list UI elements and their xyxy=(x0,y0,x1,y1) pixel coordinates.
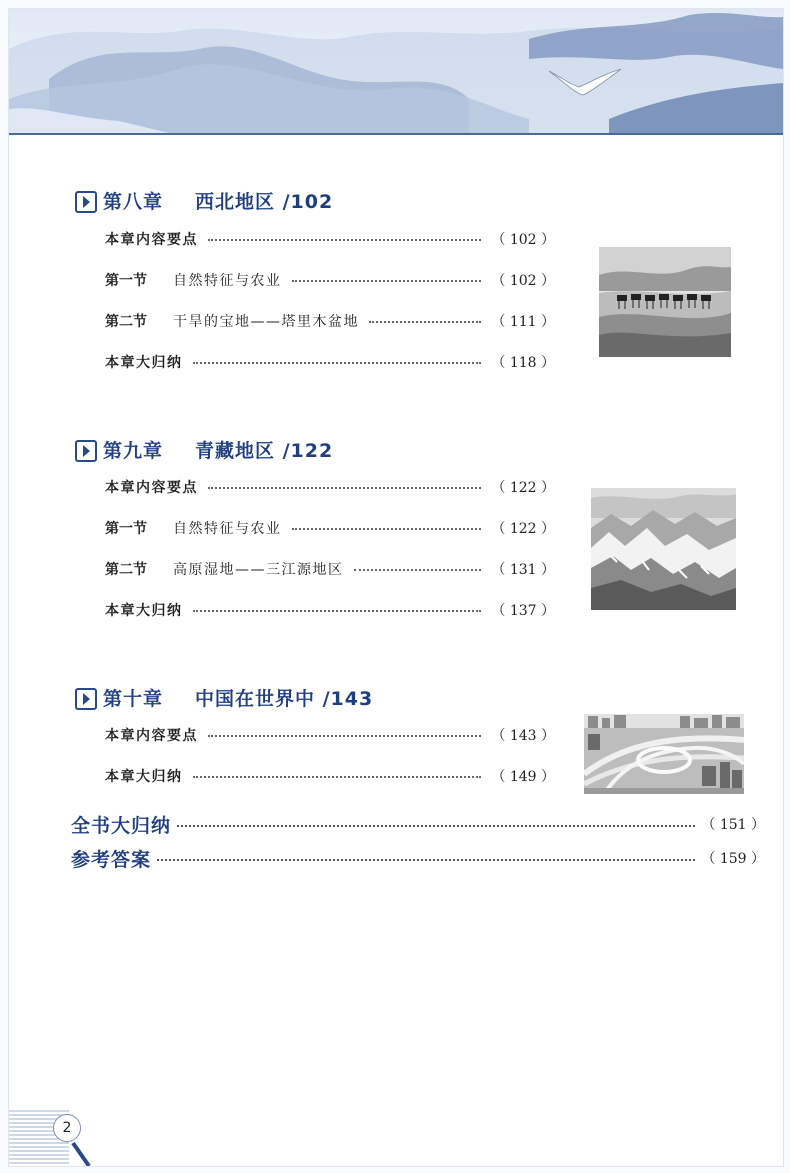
entry-name: 高原湿地——三江源地区 xyxy=(173,562,344,578)
page-number-corner xyxy=(9,1109,99,1166)
entry-page: （ 143 ） xyxy=(491,728,555,744)
dot-leader xyxy=(369,313,481,323)
dot-leader xyxy=(157,849,695,861)
summary-page: （ 151 ） xyxy=(701,817,765,833)
entry-name: 本章大归纳 xyxy=(105,603,183,619)
toc-entry[interactable] xyxy=(105,476,555,498)
chapter-title: 中国在世界中 /143 xyxy=(195,688,374,710)
dot-leader xyxy=(208,479,481,489)
toc-entry[interactable] xyxy=(105,269,555,291)
entry-name: 本章内容要点 xyxy=(105,480,198,496)
chapter-number: 第十章 xyxy=(103,688,164,710)
entry-page: （ 111 ） xyxy=(491,314,555,330)
corner-decoration xyxy=(9,1109,99,1166)
entry-page: （ 102 ） xyxy=(491,232,555,248)
toc-entry[interactable] xyxy=(105,517,555,539)
entry-name: 本章内容要点 xyxy=(105,232,198,248)
entry-name: 本章大归纳 xyxy=(105,355,183,371)
entry-name: 干旱的宝地——塔里木盆地 xyxy=(173,314,359,330)
toc-summary-entry[interactable] xyxy=(71,811,765,837)
toc-entry[interactable] xyxy=(105,599,555,621)
entry-page: （ 122 ） xyxy=(491,480,555,496)
chevron-right-icon xyxy=(75,191,97,213)
summary-page: （ 159 ） xyxy=(701,851,765,867)
toc-entry[interactable] xyxy=(105,765,555,787)
chapter-number: 第九章 xyxy=(103,440,164,462)
chapter-title: 西北地区 /102 xyxy=(195,191,334,213)
desert-camel-photo xyxy=(599,247,731,357)
dot-leader xyxy=(193,768,482,778)
dot-leader xyxy=(177,815,695,827)
entry-page: （ 102 ） xyxy=(491,273,555,289)
toc-entry[interactable] xyxy=(105,724,555,746)
entry-name: 本章大归纳 xyxy=(105,769,183,785)
chevron-right-icon xyxy=(75,688,97,710)
toc-entry[interactable] xyxy=(105,558,555,580)
page-number: 2 xyxy=(53,1114,81,1142)
entry-page: （ 137 ） xyxy=(491,603,555,619)
entry-section: 第二节 xyxy=(105,562,147,578)
entry-section: 第一节 xyxy=(105,273,147,289)
dot-leader xyxy=(208,727,481,737)
toc-entry[interactable] xyxy=(105,351,555,373)
entry-name: 自然特征与农业 xyxy=(173,521,282,537)
entry-page: （ 131 ） xyxy=(491,562,555,578)
chevron-right-icon xyxy=(75,440,97,462)
entry-section: 第一节 xyxy=(105,521,147,537)
mountain-banner xyxy=(9,9,783,133)
entry-name: 自然特征与农业 xyxy=(173,273,282,289)
entry-page: （ 118 ） xyxy=(491,355,555,371)
city-overpass-photo xyxy=(584,714,744,794)
dot-leader xyxy=(354,561,482,571)
chapter-number: 第八章 xyxy=(103,191,164,213)
summary-label: 全书大归纳 xyxy=(71,814,172,837)
entry-name: 本章内容要点 xyxy=(105,728,198,744)
dot-leader xyxy=(208,231,481,241)
dot-leader xyxy=(292,272,482,282)
dot-leader xyxy=(193,602,482,612)
entry-page: （ 149 ） xyxy=(491,769,555,785)
banner-divider xyxy=(9,133,783,135)
dot-leader xyxy=(292,520,482,530)
toc-page xyxy=(8,8,784,1167)
entry-section: 第二节 xyxy=(105,314,147,330)
toc-summary-entry[interactable] xyxy=(71,845,765,871)
snow-mountains-photo xyxy=(591,488,736,610)
dot-leader xyxy=(193,354,482,364)
toc-entry[interactable] xyxy=(105,228,555,250)
entry-page: （ 122 ） xyxy=(491,521,555,537)
chapter-title: 青藏地区 /122 xyxy=(195,440,334,462)
summary-label: 参考答案 xyxy=(71,848,152,871)
toc-entry[interactable] xyxy=(105,310,555,332)
